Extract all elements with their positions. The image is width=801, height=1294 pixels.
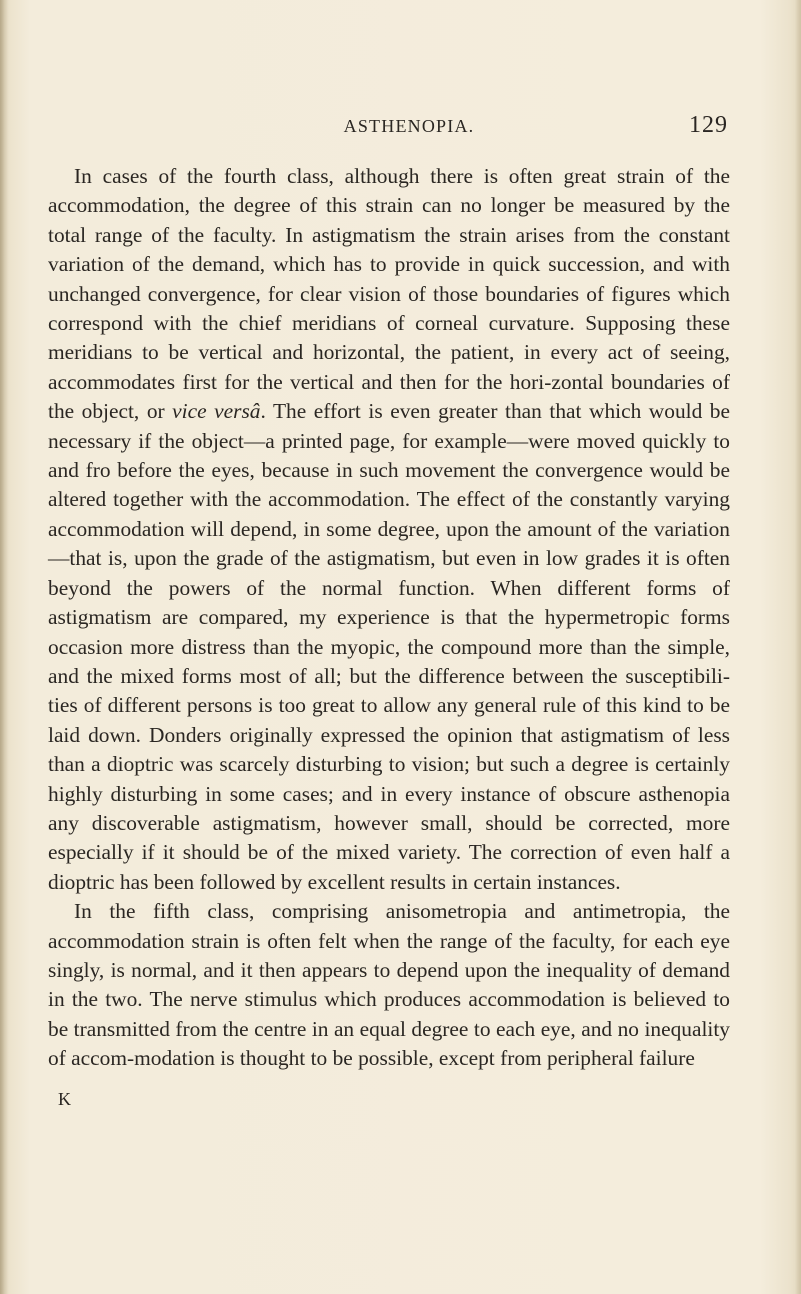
signature-mark: K <box>58 1089 72 1109</box>
page-edge <box>795 0 801 1294</box>
paragraph-fifth-class: In the fifth class, comprising anisometropia and antimetropia, the accommodation strain is often felt when the range of the faculty, for each eye singly, is normal, and it then appears to depend upon the inequality of demand in the two. The nerve stimulus which produces accommodation is believed to be transmitted from the centre in an equal degree to each eye, and no inequality of accom-modation is thought to be possible, except from peripheral failure <box>48 899 730 1071</box>
running-title: ASTHENOPIA. <box>343 116 475 136</box>
paragraph-fourth-class: In cases of the fourth class, although there is often great strain of the accommodation, the degree of this strain can no longer be measured by the total range of the faculty. In astigmatism the strain arises from the constant variation of the demand, which has to provide in quick succession, and with unchanged convergence, for clear vision of those boundaries of figures which correspond with the chief meridians of corneal curvature. Supposing these meridians to be vertical and horizontal, the patient, in every act of seeing, accommodates first for the vertical and then for the hori-zontal boundaries of the object, or vice versâ. The effort is even greater than that which would be necessary if the object—a printed page, for example—were moved quickly to and fro before the eyes, because in such movement the convergence would be altered together with the accommodation. The effect of the constantly varying accommodation will depend, in some degree, upon the amount of the variation—that is, upon the grade of the astigmatism, but even in low grades it is often beyond the powers of the normal function. When different forms of astigmatism are compared, my experience is that the hypermetropic forms occasion more distress than the myopic, the compound more than the simple, and the mixed forms most of all; but the difference between the susceptibili-ties of different persons is too great to allow any general rule of this kind to be laid down. Donders originally expressed the opinion that astigmatism of less than a dioptric was scarcely disturbing to vision; but such a degree is certainly highly disturbing in some cases; and in every instance of obscure asthenopia any discoverable astigmatism, however small, should be corrected, more especially if it should be of the mixed variety. The correction of even half a dioptric has been followed by excellent results in certain instances. <box>48 164 731 894</box>
page-number: 129 <box>689 112 728 138</box>
body-text <box>48 162 730 1074</box>
latin-phrase: vice versâ <box>172 399 261 424</box>
binding-gutter-shadow <box>0 0 8 1294</box>
running-head <box>48 112 770 142</box>
